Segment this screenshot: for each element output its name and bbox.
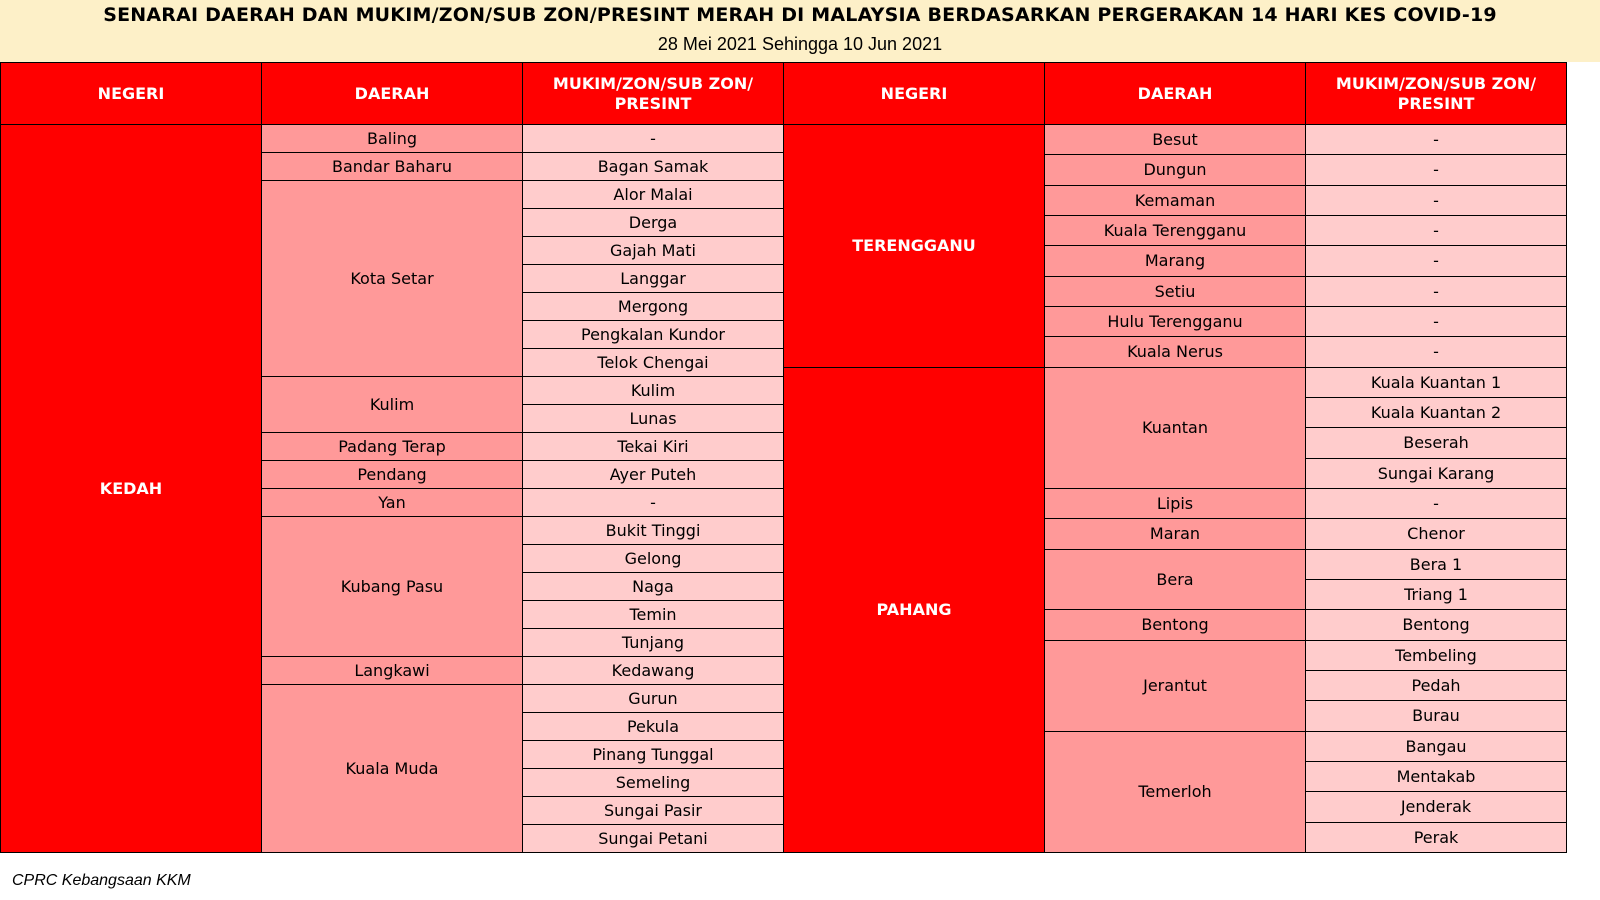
mukim-cell: - xyxy=(522,488,784,517)
district-cell: Kulim xyxy=(261,376,523,433)
mukim-cell: Ayer Puteh xyxy=(522,460,784,489)
district-cell: Pendang xyxy=(261,460,523,489)
district-cell: Bandar Baharu xyxy=(261,152,523,181)
title-banner xyxy=(0,0,1600,62)
mukim-cell: Kuala Kuantan 2 xyxy=(1305,397,1567,428)
mukim-cell: Mergong xyxy=(522,292,784,321)
district-cell: Langkawi xyxy=(261,656,523,685)
state-cell: TERENGGANU xyxy=(783,124,1045,368)
district-cell: Baling xyxy=(261,124,523,153)
mukim-cell: Kedawang xyxy=(522,656,784,685)
red-zone-table xyxy=(0,62,1600,870)
district-cell: Kota Setar xyxy=(261,180,523,377)
district-cell: Dungun xyxy=(1044,154,1306,185)
mukim-cell: Semeling xyxy=(522,768,784,797)
mukim-cell: Gurun xyxy=(522,684,784,713)
mukim-cell: Kulim xyxy=(522,376,784,405)
district-cell: Marang xyxy=(1044,245,1306,276)
mukim-cell: Derga xyxy=(522,208,784,237)
district-cell: Temerloh xyxy=(1044,731,1306,853)
mukim-cell: Pedah xyxy=(1305,670,1567,701)
district-cell: Kemaman xyxy=(1044,185,1306,216)
state-cell: KEDAH xyxy=(0,124,262,853)
mukim-cell: Triang 1 xyxy=(1305,579,1567,610)
district-cell: Bera xyxy=(1044,549,1306,611)
mukim-cell: Mentakab xyxy=(1305,761,1567,792)
column-header-negeri: NEGERI xyxy=(783,62,1045,125)
mukim-cell: Tembeling xyxy=(1305,640,1567,671)
mukim-cell: - xyxy=(1305,124,1567,155)
mukim-cell: Bentong xyxy=(1305,609,1567,640)
mukim-cell: - xyxy=(1305,488,1567,519)
mukim-cell: Sungai Petani xyxy=(522,824,784,853)
district-cell: Kubang Pasu xyxy=(261,516,523,657)
mukim-cell: Beserah xyxy=(1305,427,1567,458)
district-cell: Lipis xyxy=(1044,488,1306,519)
mukim-cell: - xyxy=(1305,154,1567,185)
mukim-cell: - xyxy=(1305,215,1567,246)
mukim-cell: Telok Chengai xyxy=(522,348,784,377)
mukim-cell: Chenor xyxy=(1305,518,1567,549)
mukim-cell: Pinang Tunggal xyxy=(522,740,784,769)
mukim-cell: Alor Malai xyxy=(522,180,784,209)
mukim-cell: Lunas xyxy=(522,404,784,433)
district-cell: Kuala Terengganu xyxy=(1044,215,1306,246)
district-cell: Bentong xyxy=(1044,609,1306,640)
mukim-cell: Pekula xyxy=(522,712,784,741)
column-header-negeri: NEGERI xyxy=(0,62,262,125)
mukim-cell: Tekai Kiri xyxy=(522,432,784,461)
district-cell: Maran xyxy=(1044,518,1306,549)
mukim-cell: Tunjang xyxy=(522,628,784,657)
district-cell: Padang Terap xyxy=(261,432,523,461)
district-cell: Kuantan xyxy=(1044,367,1306,489)
mukim-cell: - xyxy=(522,124,784,153)
district-cell: Kuala Nerus xyxy=(1044,336,1306,367)
page-title: SENARAI DAERAH DAN MUKIM/ZON/SUB ZON/PRESINT MERAH DI MALAYSIA BERDASARKAN PERGERAKAN 14 HARI KES COVID-19 xyxy=(103,4,1497,26)
district-cell: Yan xyxy=(261,488,523,517)
district-cell: Jerantut xyxy=(1044,640,1306,732)
mukim-cell: - xyxy=(1305,245,1567,276)
column-header-mukim: MUKIM/ZON/SUB ZON/ PRESINT xyxy=(1305,62,1567,125)
district-cell: Setiu xyxy=(1044,276,1306,307)
mukim-cell: Sungai Karang xyxy=(1305,458,1567,489)
state-cell: PAHANG xyxy=(783,367,1045,853)
mukim-cell: - xyxy=(1305,306,1567,337)
mukim-cell: Bera 1 xyxy=(1305,549,1567,580)
mukim-cell: Pengkalan Kundor xyxy=(522,320,784,349)
column-header-mukim: MUKIM/ZON/SUB ZON/ PRESINT xyxy=(522,62,784,125)
source-credit: CPRC Kebangsaan KKM xyxy=(12,872,191,889)
mukim-cell: Bukit Tinggi xyxy=(522,516,784,545)
mukim-cell: Perak xyxy=(1305,822,1567,853)
district-cell: Besut xyxy=(1044,124,1306,155)
mukim-cell: - xyxy=(1305,276,1567,307)
district-cell: Hulu Terengganu xyxy=(1044,306,1306,337)
mukim-cell: Temin xyxy=(522,600,784,629)
mukim-cell: - xyxy=(1305,336,1567,367)
column-header-daerah: DAERAH xyxy=(261,62,523,125)
mukim-cell: Jenderak xyxy=(1305,791,1567,822)
mukim-cell: Bagan Samak xyxy=(522,152,784,181)
mukim-cell: Kuala Kuantan 1 xyxy=(1305,367,1567,398)
mukim-cell: Langgar xyxy=(522,264,784,293)
mukim-cell: Bangau xyxy=(1305,731,1567,762)
district-cell: Kuala Muda xyxy=(261,684,523,853)
date-range: 28 Mei 2021 Sehingga 10 Jun 2021 xyxy=(657,34,943,54)
mukim-cell: Burau xyxy=(1305,700,1567,731)
mukim-cell: Naga xyxy=(522,572,784,601)
mukim-cell: - xyxy=(1305,185,1567,216)
mukim-cell: Sungai Pasir xyxy=(522,796,784,825)
column-header-daerah: DAERAH xyxy=(1044,62,1306,125)
mukim-cell: Gajah Mati xyxy=(522,236,784,265)
mukim-cell: Gelong xyxy=(522,544,784,573)
